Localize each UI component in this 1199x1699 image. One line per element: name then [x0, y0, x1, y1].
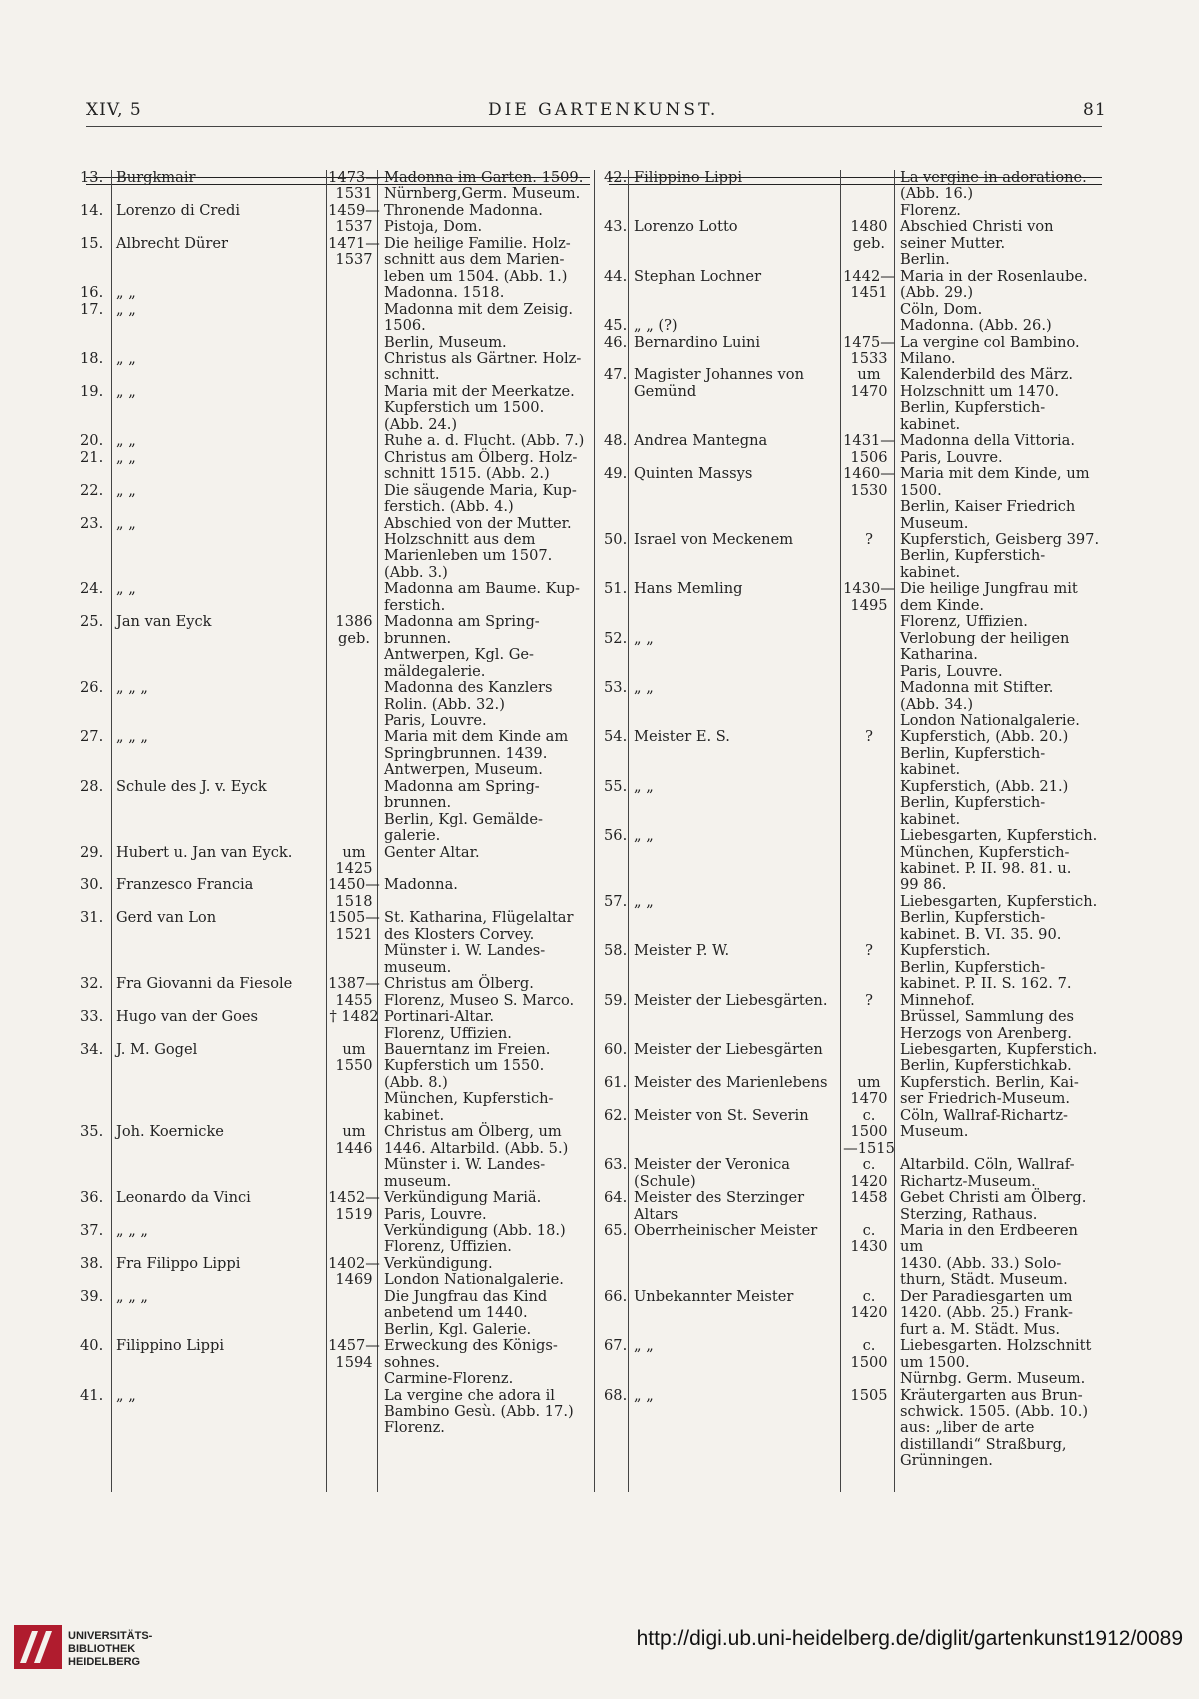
cell-name: „ „ — [116, 580, 136, 598]
table-row — [604, 631, 1104, 680]
cell-name: Hans Memling — [634, 580, 743, 598]
cell-desc: Kupferstich, Geisberg 397. Berlin, Kupferstich- kabinet. — [900, 530, 1100, 581]
cell-no: 52. — [604, 629, 628, 647]
cell-date: 1387— 1455 — [328, 975, 380, 1009]
cell-date: ? — [865, 991, 873, 1009]
cell-desc: Christus am Ölberg, um 1446. Altarbild. (Abb. 5.) Münster i. W. Landes- museum. — [384, 1123, 569, 1190]
cell-desc: Liebesgarten. Holzschnitt um 1500. Nürnbg. Germ. Museum. — [900, 1337, 1092, 1388]
cell-desc: Verkündigung Mariä. Paris, Louvre. — [384, 1189, 542, 1223]
header-volume: XIV, 5 — [86, 100, 142, 120]
table-row — [604, 828, 1104, 894]
header-rule — [86, 126, 1102, 127]
cell-desc: Portinari-Altar. Florenz, Uffizien. — [384, 1008, 512, 1042]
cell-date: c. 1420 — [850, 1156, 888, 1190]
cell-date: 1457— 1594 — [328, 1337, 380, 1371]
cell-date: 1480 geb. — [850, 218, 888, 252]
cell-date — [328, 1388, 380, 1437]
cell-no: 59. — [604, 991, 628, 1009]
cell-date — [328, 779, 380, 845]
cell-desc: Genter Altar. — [384, 843, 480, 861]
cell-date — [842, 1042, 896, 1075]
cell-no: 49. — [604, 465, 628, 483]
cell-name: „ „ „ — [116, 679, 148, 697]
cell-name: „ „ — [116, 448, 136, 466]
cell-desc: Erweckung des Königs- sohnes. Carmine-Florenz. — [384, 1337, 558, 1388]
cell-no: 50. — [604, 530, 628, 548]
cell-desc: Der Paradiesgarten um 1420. (Abb. 25.) Frank- furt a. M. Städt. Mus. — [900, 1287, 1073, 1338]
cell-no: 43. — [604, 218, 628, 236]
cell-date — [328, 450, 380, 483]
cell-name: Lorenzo di Credi — [116, 201, 241, 219]
cell-date: 1459— 1537 — [328, 201, 380, 236]
cell-desc: La vergine in adoratione. (Abb. 16.) Florenz. — [900, 169, 1087, 219]
cell-no: 40. — [80, 1337, 104, 1355]
cell-name: Oberrheinischer Meister — [634, 1222, 818, 1239]
table-row — [604, 1190, 1104, 1223]
cell-date — [842, 631, 896, 680]
cell-desc: Gebet Christi am Ölberg. Sterzing, Rathaus. — [900, 1189, 1087, 1223]
cell-name: „ „ — [634, 1337, 654, 1355]
cell-name: „ „ — [634, 777, 654, 795]
cell-no: 16. — [80, 284, 104, 302]
cell-date — [842, 680, 896, 729]
cell-no: 26. — [80, 679, 104, 697]
cell-desc: Kupferstich, (Abb. 21.) Berlin, Kupferstich- kabinet. — [900, 777, 1069, 828]
library-logo-icon — [12, 1621, 64, 1673]
table-row — [80, 976, 592, 1009]
cell-date — [328, 384, 380, 433]
cell-name: Fra Filippo Lippi — [116, 1254, 241, 1272]
cell-no: 23. — [80, 514, 104, 532]
cell-desc: Christus am Ölberg. Florenz, Museo S. Marco. — [384, 975, 575, 1009]
cell-name: Meister von St. Severin — [634, 1106, 809, 1124]
cell-desc: Die säugende Maria, Kup- ferstich. (Abb. 4.) — [384, 481, 577, 516]
cell-desc: Madonna am Spring- brunnen. Antwerpen, Kgl. Ge- mäldegalerie. — [384, 613, 540, 680]
cell-no: 60. — [604, 1041, 628, 1059]
cell-name: Hubert u. Jan van Eyck. — [116, 843, 293, 861]
cell-desc: Die heilige Familie. Holz- schnitt aus dem Marien- leben um 1504. (Abb. 1.) — [384, 234, 571, 285]
cell-name: Unbekannter Meister — [634, 1287, 794, 1305]
cell-date: um 1446 — [335, 1123, 373, 1157]
cell-date — [328, 516, 380, 582]
cell-name: „ „ — [116, 1386, 136, 1404]
cell-name: Andrea Mantegna — [634, 432, 768, 450]
cell-name: „ „ — [634, 827, 654, 845]
cell-desc: Liebesgarten, Kupferstich. München, Kupferstich- kabinet. P. II. 98. 81. u. 99 86. — [900, 827, 1098, 894]
table-row — [80, 351, 592, 384]
cell-date: 1473— 1531 — [328, 169, 380, 203]
cell-name: Joh. Koernicke — [116, 1123, 224, 1141]
cell-desc: Abschied Christi von seiner Mutter. Berlin. — [900, 218, 1054, 269]
cell-desc: Cöln, Wallraf-Richartz- Museum. — [900, 1106, 1068, 1141]
cell-desc: Maria in der Rosenlaube. (Abb. 29.) Cöln, Dom. — [900, 267, 1088, 318]
cell-name: „ „ — [116, 349, 136, 367]
cell-date: ? — [865, 728, 873, 746]
table-row — [80, 779, 592, 845]
table-row — [80, 450, 592, 483]
cell-no: 18. — [80, 349, 104, 367]
table-row — [80, 1256, 592, 1289]
table-row — [80, 581, 592, 614]
cell-name: Meister der Liebesgärten. — [634, 991, 828, 1009]
cell-no: 36. — [80, 1189, 104, 1207]
cell-date: 1471— 1537 — [328, 234, 380, 269]
cell-desc: Madonna. 1518. — [384, 284, 505, 302]
cell-desc: Kupferstich. Berlin, Kai- ser Friedrich-Museum. — [900, 1073, 1079, 1108]
cell-date: 1460— 1530 — [843, 465, 895, 499]
table-row — [604, 779, 1104, 828]
cell-date — [328, 483, 380, 516]
table-row — [604, 1108, 1104, 1157]
cell-no: 46. — [604, 333, 628, 351]
cell-name: Leonardo da Vinci — [116, 1189, 251, 1207]
table-row — [604, 1223, 1104, 1289]
cell-date: um 1425 — [335, 843, 373, 878]
cell-name: „ „ — [634, 679, 654, 697]
cell-desc: Maria mit dem Kinde am Springbrunnen. 1439. Antwerpen, Museum. — [384, 728, 569, 779]
cell-desc: Die heilige Jungfrau mit dem Kinde. Florenz, Uffizien. — [900, 580, 1078, 631]
table-row — [604, 993, 1104, 1042]
cell-name: J. M. Gogel — [116, 1041, 198, 1059]
cell-desc: Kupferstich, (Abb. 20.) Berlin, Kupferstich- kabinet. — [900, 728, 1069, 779]
table-row — [604, 1075, 1104, 1108]
table-row — [80, 1223, 592, 1256]
cell-no: 42. — [604, 169, 628, 186]
cell-name: Quinten Massys — [634, 465, 753, 483]
table-row — [604, 680, 1104, 729]
cell-no: 68. — [604, 1386, 628, 1404]
table-row — [80, 483, 592, 516]
cell-no: 27. — [80, 728, 104, 746]
table-row — [80, 845, 592, 878]
cell-date — [842, 318, 896, 334]
cell-desc: Liebesgarten, Kupferstich. Berlin, Kupferstich- kabinet. B. VI. 35. 90. — [900, 892, 1098, 943]
cell-name: „ „ — [634, 1386, 654, 1404]
cell-desc: Maria mit der Meerkatze. Kupferstich um 1500. (Abb. 24.) — [384, 382, 575, 433]
cell-date: ? — [865, 942, 873, 960]
header-title: DIE GARTENKUNST. — [488, 100, 719, 120]
cell-no: 29. — [80, 843, 104, 861]
cell-date — [328, 1289, 380, 1338]
cell-no: 28. — [80, 777, 104, 795]
cell-no: 37. — [80, 1222, 104, 1239]
table-row — [604, 219, 1104, 268]
table-row — [604, 318, 1104, 334]
cell-no: 41. — [80, 1386, 104, 1404]
cell-desc: La vergine che adora il Bambino Gesù. (Abb. 17.) Florenz. — [384, 1386, 574, 1437]
table-row — [80, 729, 592, 778]
table-row — [604, 466, 1104, 532]
cell-no: 48. — [604, 432, 628, 450]
table-row — [80, 433, 592, 449]
cell-no: 47. — [604, 366, 628, 384]
cell-no: 21. — [80, 448, 104, 466]
cell-no: 30. — [80, 876, 104, 894]
cell-desc: Verlobung der heiligen Katharina. Paris, Louvre. — [900, 629, 1070, 680]
cell-name: „ „ (?) — [634, 317, 678, 335]
table-row — [604, 1388, 1104, 1470]
cell-no: 34. — [80, 1041, 104, 1059]
table-row — [604, 335, 1104, 368]
cell-date: ? — [865, 530, 873, 548]
cell-name: „ „ — [634, 629, 654, 647]
cell-name: „ „ — [116, 382, 136, 400]
table-row — [80, 1009, 592, 1042]
cell-desc: Kalenderbild des März. Holzschnitt um 1470. Berlin, Kupferstich- kabinet. — [900, 366, 1073, 433]
cell-desc: Altarbild. Cöln, Wallraf- Richartz-Museum. — [900, 1156, 1075, 1190]
library-name: UNIVERSITÄTS- BIBLIOTHEK HEIDELBERG — [68, 1630, 153, 1668]
cell-no: 65. — [604, 1222, 628, 1239]
cell-desc: Kupferstich. Berlin, Kupferstich- kabinet. P. II. S. 162. 7. — [900, 942, 1072, 993]
cell-name: Meister der Liebesgärten — [634, 1041, 823, 1059]
cell-no: 33. — [80, 1008, 104, 1026]
cell-date — [842, 894, 896, 943]
cell-no: 54. — [604, 728, 628, 746]
cell-desc: Christus am Ölberg. Holz- schnitt 1515. (Abb. 2.) — [384, 448, 578, 483]
cell-name: Stephan Lochner — [634, 267, 762, 285]
cell-date — [328, 729, 380, 778]
cell-date — [328, 433, 380, 449]
cell-desc: Madonna am Spring- brunnen. Berlin, Kgl. Gemälde- galerie. — [384, 777, 543, 845]
table-row — [80, 516, 592, 582]
page-number: 81 — [1083, 100, 1107, 120]
table-row — [80, 877, 592, 910]
cell-name: „ „ — [634, 892, 654, 910]
cell-name: „ „ „ — [116, 1287, 148, 1305]
cell-date — [842, 828, 896, 894]
cell-desc: Verkündigung. London Nationalgalerie. — [384, 1254, 564, 1289]
cell-date: c. 1500 —1515 — [843, 1106, 895, 1157]
cell-date — [328, 581, 380, 614]
table-row — [604, 1157, 1104, 1190]
cell-no: 44. — [604, 267, 628, 285]
cell-no: 57. — [604, 892, 628, 910]
table-row — [604, 269, 1104, 318]
table-row — [604, 433, 1104, 466]
cell-date — [328, 1223, 380, 1256]
source-url[interactable]: http://digi.ub.uni-heidelberg.de/diglit/gartenkunst1912/0089 — [636, 1627, 1183, 1650]
cell-name: „ „ — [116, 481, 136, 499]
cell-date: 1475— 1533 — [843, 333, 895, 367]
cell-no: 38. — [80, 1254, 104, 1272]
cell-date: um 1470 — [850, 1073, 888, 1108]
cell-name: „ „ „ — [116, 728, 148, 746]
cell-desc: Ruhe a. d. Flucht. (Abb. 7.) — [384, 432, 585, 450]
cell-date: c. 1430 — [850, 1222, 888, 1256]
cell-name: Meister der Veronica (Schule) — [634, 1156, 790, 1190]
cell-desc: Christus als Gärtner. Holz- schnitt. — [384, 349, 582, 384]
cell-name: Fra Giovanni da Fiesole — [116, 975, 293, 993]
table-row — [80, 384, 592, 433]
cell-date: 1386 geb. — [335, 613, 373, 647]
cell-no: 22. — [80, 481, 104, 499]
table-row — [80, 1338, 592, 1387]
cell-desc: Abschied von der Mutter. Holzschnitt aus dem Marienleben um 1507. (Abb. 3.) — [384, 514, 572, 581]
cell-date: 1431— 1506 — [843, 432, 895, 466]
table-row — [604, 1289, 1104, 1338]
cell-desc: La vergine col Bambino. Milano. — [900, 333, 1080, 367]
cell-name: Albrecht Dürer — [116, 234, 228, 252]
cell-desc: Liebesgarten, Kupferstich. Berlin, Kupferstichkab. — [900, 1041, 1098, 1075]
cell-date: 1430— 1495 — [843, 580, 895, 614]
cell-date: c. 1500 — [850, 1337, 888, 1371]
cell-no: 64. — [604, 1189, 628, 1207]
cell-no: 14. — [80, 201, 104, 219]
cell-name: Schule des J. v. Eyck — [116, 777, 267, 795]
artwork-table-left — [80, 170, 592, 1437]
cell-date: 1505— 1521 — [328, 909, 380, 943]
cell-desc: Minnehof. Brüssel, Sammlung des Herzogs von Arenberg. — [900, 991, 1074, 1042]
cell-desc: Madonna im Garten. 1509. Nürnberg,Germ. Museum. — [384, 169, 584, 203]
table-row — [604, 729, 1104, 778]
cell-date: c. 1420 — [850, 1287, 888, 1322]
table-row — [604, 894, 1104, 943]
cell-no: 58. — [604, 942, 628, 960]
cell-no: 53. — [604, 679, 628, 697]
cell-name: Filippino Lippi — [634, 169, 743, 186]
cell-date: 1450— 1518 — [328, 876, 380, 910]
table-row — [80, 614, 592, 680]
cell-date: 1458 — [850, 1189, 888, 1207]
cell-no: 39. — [80, 1287, 104, 1305]
cell-name: Franzesco Francia — [116, 876, 254, 894]
cell-name: Filippino Lippi — [116, 1337, 225, 1355]
cell-date — [328, 285, 380, 301]
cell-desc: Maria mit dem Kinde, um 1500. Berlin, Kaiser Friedrich Museum. — [900, 465, 1090, 532]
cell-name: „ „ — [116, 284, 136, 302]
cell-name: Meister E. S. — [634, 728, 730, 746]
cell-no: 63. — [604, 1156, 628, 1174]
cell-name: Lorenzo Lotto — [634, 218, 738, 236]
table-row — [80, 1388, 592, 1437]
cell-date: 1442— 1451 — [843, 267, 895, 302]
table-row — [80, 203, 592, 236]
table-row — [80, 236, 592, 285]
cell-no: 66. — [604, 1287, 628, 1305]
cell-date — [328, 302, 380, 351]
cell-date — [842, 170, 896, 219]
table-row — [604, 1042, 1104, 1075]
cell-desc: Madonna della Vittoria. Paris, Louvre. — [900, 432, 1076, 466]
cell-desc: Madonna. — [384, 876, 458, 894]
table-row — [80, 680, 592, 729]
cell-date: † 1482 — [329, 1008, 379, 1026]
cell-name: Meister des Marienlebens — [634, 1073, 828, 1091]
table-row — [604, 943, 1104, 992]
cell-desc: Madonna am Baume. Kup- ferstich. — [384, 580, 580, 614]
cell-no: 51. — [604, 580, 628, 598]
cell-no: 13. — [80, 169, 104, 186]
table-row — [80, 170, 592, 203]
cell-desc: Madonna mit Stifter. (Abb. 34.) London Nationalgalerie. — [900, 679, 1080, 729]
cell-desc: Madonna des Kanzlers Rolin. (Abb. 32.) Paris, Louvre. — [384, 679, 553, 729]
col-divider — [594, 170, 595, 1492]
cell-desc: Madonna. (Abb. 26.) — [900, 317, 1052, 335]
cell-desc: Kräutergarten aus Brun- schwick. 1505. (Abb. 10.) aus: „liber de arte distillandi“ Straßburg, Grünningen. — [900, 1386, 1089, 1470]
cell-name: Israel von Meckenem — [634, 530, 794, 548]
cell-date — [842, 779, 896, 828]
table-row — [604, 170, 1104, 219]
table-row — [80, 1190, 592, 1223]
table-row — [80, 1289, 592, 1338]
cell-desc: Verkündigung (Abb. 18.) Florenz, Uffizien. — [384, 1222, 566, 1256]
cell-desc: Maria in den Erdbeeren um 1430. (Abb. 33.) Solo- thurn, Städt. Museum. — [900, 1222, 1078, 1289]
cell-no: 35. — [80, 1123, 104, 1141]
cell-name: Meister P. W. — [634, 942, 730, 960]
table-row — [604, 367, 1104, 433]
cell-name: Magister Johannes von Gemünd — [634, 366, 804, 400]
cell-no: 24. — [80, 580, 104, 598]
artwork-table-right — [604, 170, 1104, 1470]
cell-no: 20. — [80, 432, 104, 450]
cell-desc: Thronende Madonna. Pistoja, Dom. — [384, 201, 543, 236]
cell-no: 32. — [80, 975, 104, 993]
cell-name: „ „ „ — [116, 1222, 148, 1239]
cell-no: 62. — [604, 1106, 628, 1124]
cell-name: Jan van Eyck — [116, 613, 212, 631]
cell-name: „ „ — [116, 300, 136, 318]
cell-date: um 1550 — [335, 1041, 373, 1075]
cell-no: 61. — [604, 1073, 628, 1091]
table-row — [604, 581, 1104, 630]
cell-desc: Madonna mit dem Zeisig. 1506. Berlin, Museum. — [384, 300, 573, 351]
cell-no: 15. — [80, 234, 104, 252]
cell-name: Gerd van Lon — [116, 909, 217, 927]
cell-no: 31. — [80, 909, 104, 927]
table-row — [604, 1338, 1104, 1387]
table-row — [80, 910, 592, 976]
cell-date — [328, 351, 380, 384]
table-row — [80, 1124, 592, 1190]
cell-desc: Bauerntanz im Freien. Kupferstich um 1550. (Abb. 8.) München, Kupferstich- kabinet. — [384, 1041, 554, 1124]
cell-no: 56. — [604, 827, 628, 845]
cell-name: Bernardino Luini — [634, 333, 761, 351]
table-row — [80, 285, 592, 301]
table-row — [80, 1042, 592, 1124]
cell-name: Hugo van der Goes — [116, 1008, 259, 1026]
table-row — [80, 302, 592, 351]
cell-name: „ „ — [116, 432, 136, 450]
cell-date: 1452— 1519 — [328, 1189, 380, 1223]
cell-date — [328, 680, 380, 729]
cell-name: Meister des Sterzinger Altars — [634, 1189, 805, 1223]
cell-no: 67. — [604, 1337, 628, 1355]
cell-no: 17. — [80, 300, 104, 318]
cell-desc: St. Katharina, Flügelaltar des Klosters Corvey. Münster i. W. Landes- museum. — [384, 909, 574, 976]
cell-no: 45. — [604, 317, 628, 335]
table-row — [604, 532, 1104, 581]
cell-date: um 1470 — [850, 366, 888, 400]
cell-date: 1402— 1469 — [328, 1254, 380, 1289]
cell-desc: Die Jungfrau das Kind anbetend um 1440. Berlin, Kgl. Galerie. — [384, 1287, 548, 1338]
cell-name: „ „ — [116, 514, 136, 532]
cell-no: 25. — [80, 613, 104, 631]
cell-no: 55. — [604, 777, 628, 795]
cell-name: Burgkmair — [116, 169, 196, 186]
cell-no: 19. — [80, 382, 104, 400]
cell-date: 1505 — [850, 1386, 888, 1404]
